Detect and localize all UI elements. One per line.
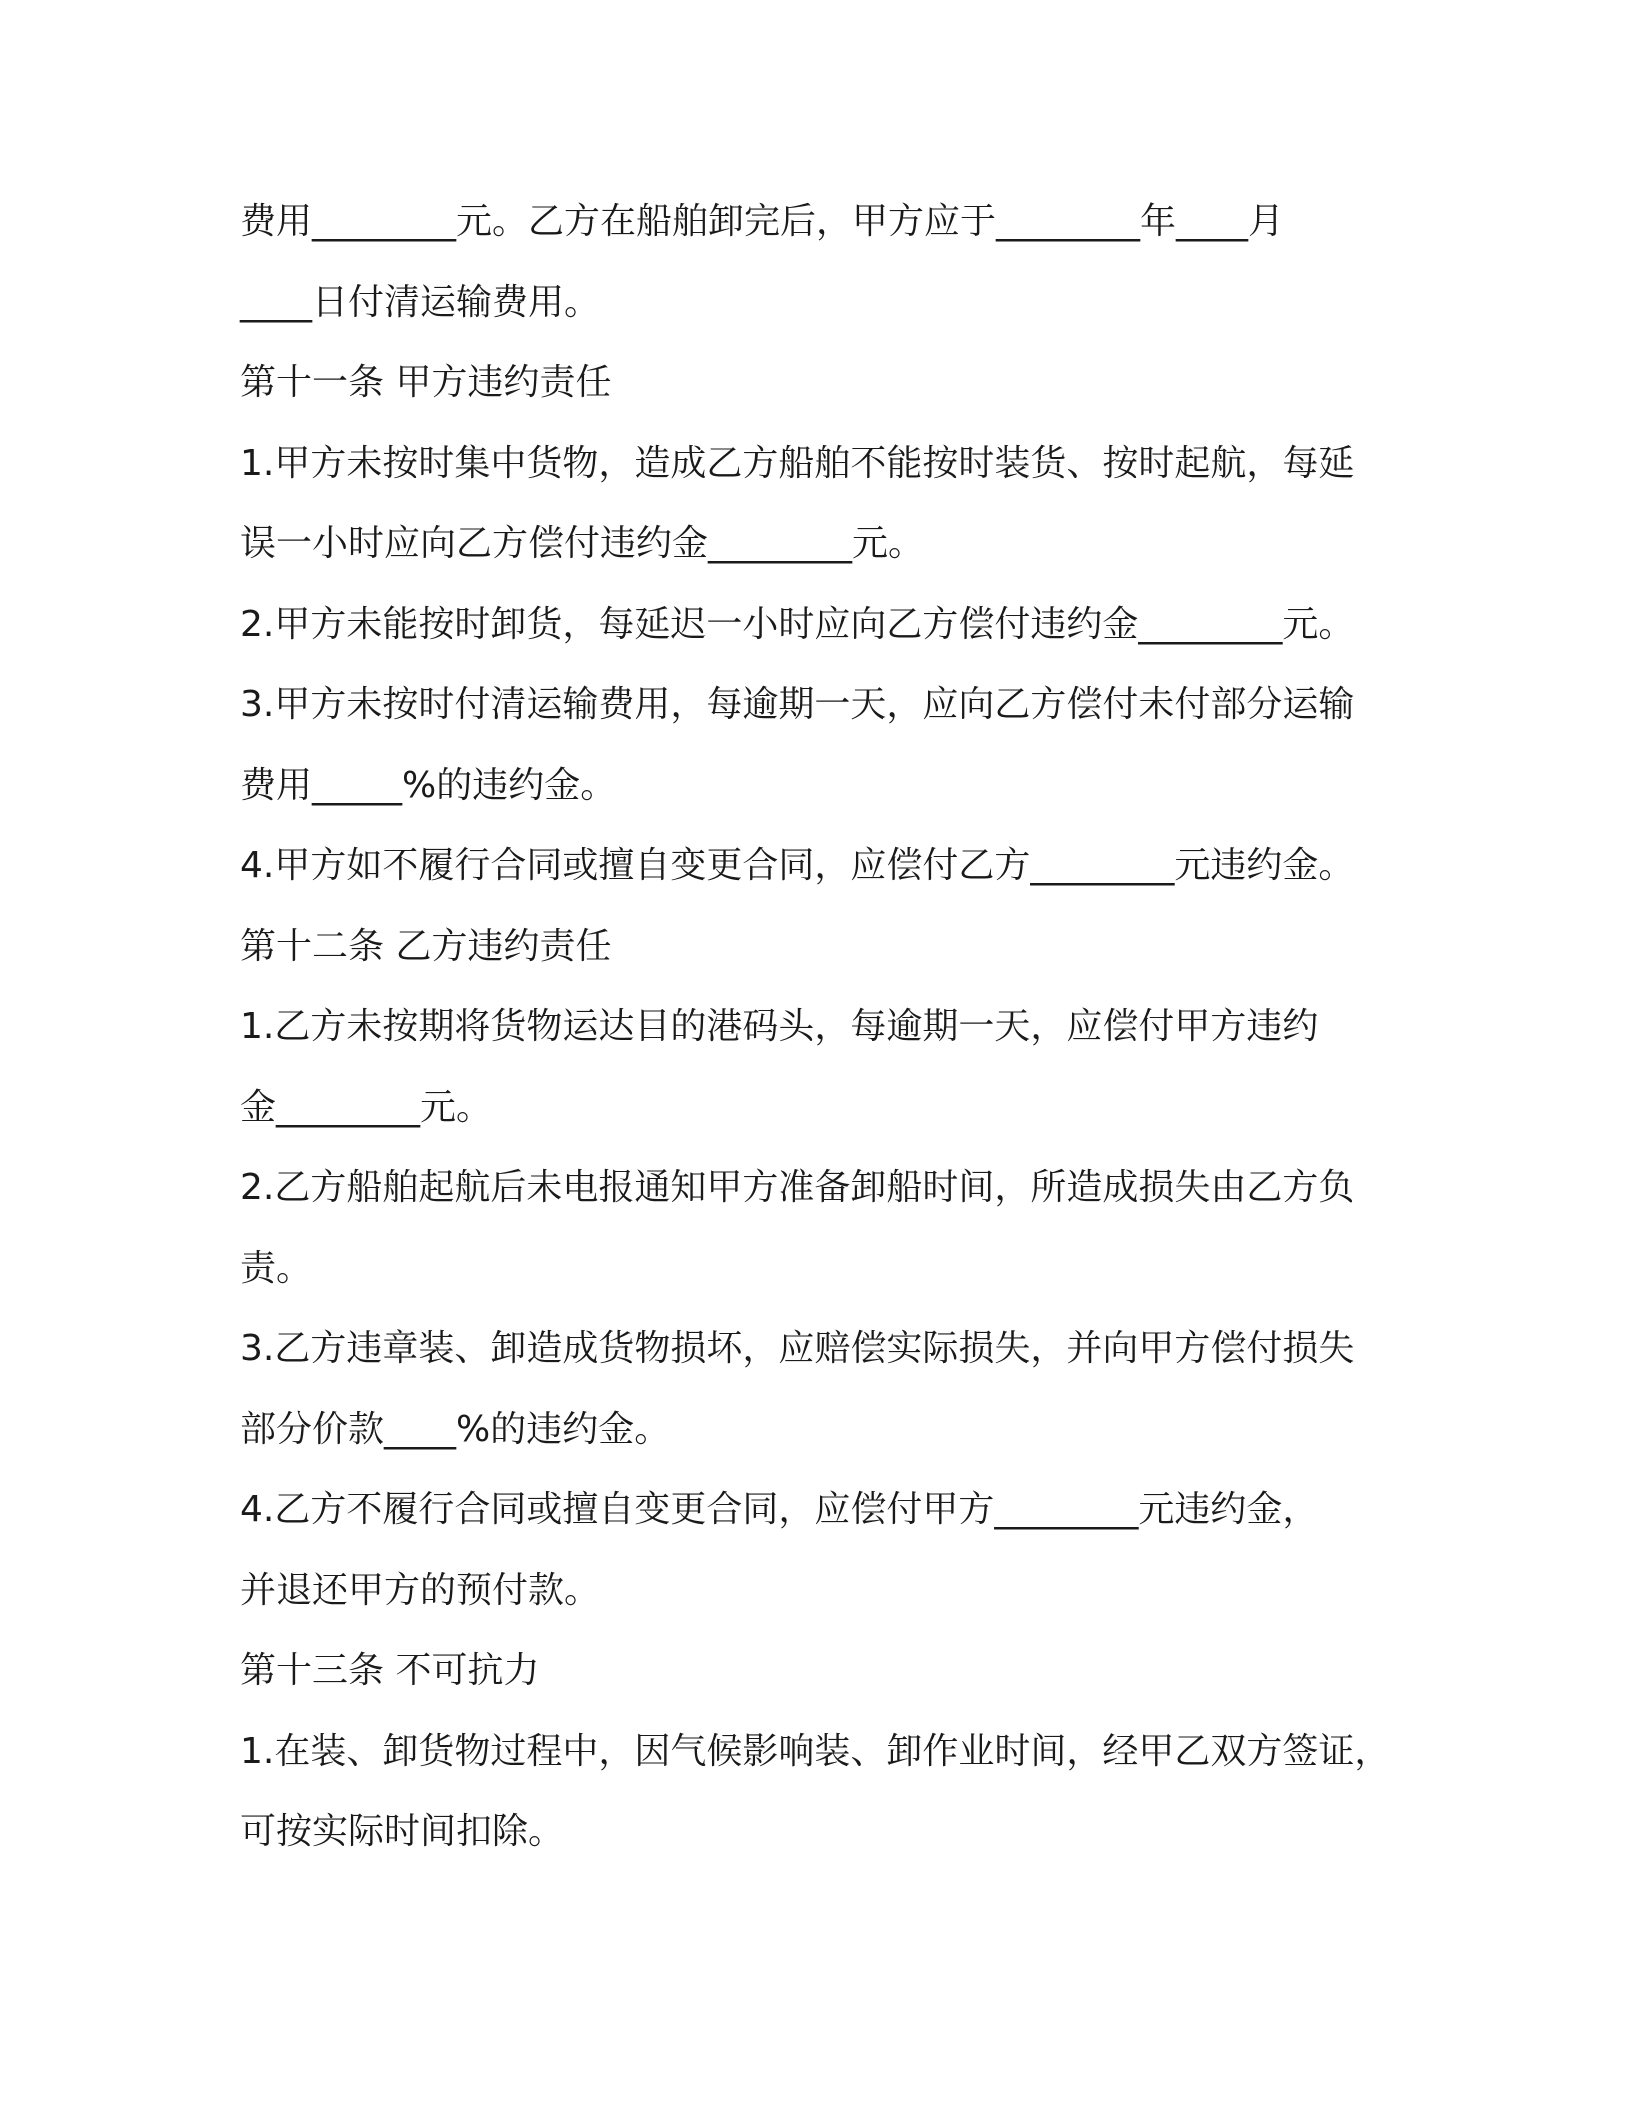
paragraph-line: 责。 bbox=[240, 1247, 313, 1289]
paragraph-line: ____日付清运输费用。 bbox=[240, 281, 601, 323]
section-heading: 第十二条 乙方违约责任 bbox=[240, 925, 612, 967]
paragraph-line: 3.乙方违章装、卸造成货物损坏，应赔偿实际损失，并向甲方偿付损失 bbox=[240, 1328, 1355, 1369]
paragraph-line: 2.乙方船舶起航后未电报通知甲方准备卸船时间，所造成损失由乙方负 bbox=[240, 1167, 1355, 1208]
paragraph-line: 3.甲方未按时付清运输费用，每逾期一天，应向乙方偿付未付部分运输 bbox=[240, 684, 1355, 725]
paragraph-line: 费用________元。乙方在船舶卸完后，甲方应于________年____月 bbox=[240, 201, 1285, 242]
paragraph-line: 部分价款____%的违约金。 bbox=[240, 1408, 671, 1450]
paragraph-line: 金________元。 bbox=[240, 1086, 493, 1128]
paragraph-line: 2.甲方未能按时卸货，每延迟一小时应向乙方偿付违约金________元。 bbox=[240, 603, 1355, 645]
section-heading: 第十三条 不可抗力 bbox=[240, 1650, 540, 1691]
paragraph-line: 误一小时应向乙方偿付违约金________元。 bbox=[240, 523, 925, 564]
paragraph-line: 可按实际时间扣除。 bbox=[240, 1811, 565, 1852]
document-body bbox=[240, 182, 1400, 1873]
paragraph-line: 费用_____%的违约金。 bbox=[240, 764, 617, 806]
paragraph-line: 4.甲方如不履行合同或擅自变更合同，应偿付乙方________元违约金。 bbox=[240, 845, 1355, 886]
paragraph-line: 1.在装、卸货物过程中，因气候影响装、卸作业时间，经甲乙双方签证， bbox=[240, 1730, 1391, 1772]
paragraph-line: 并退还甲方的预付款。 bbox=[240, 1569, 601, 1611]
paragraph-line: 4.乙方不履行合同或擅自变更合同，应偿付甲方________元违约金， bbox=[240, 1489, 1319, 1530]
section-heading: 第十一条 甲方违约责任 bbox=[240, 362, 612, 403]
paragraph-line: 1.甲方未按时集中货物，造成乙方船舶不能按时装货、按时起航，每延 bbox=[240, 442, 1355, 484]
paragraph-line: 1.乙方未按期将货物运达目的港码头，每逾期一天，应偿付甲方违约 bbox=[240, 1006, 1319, 1047]
